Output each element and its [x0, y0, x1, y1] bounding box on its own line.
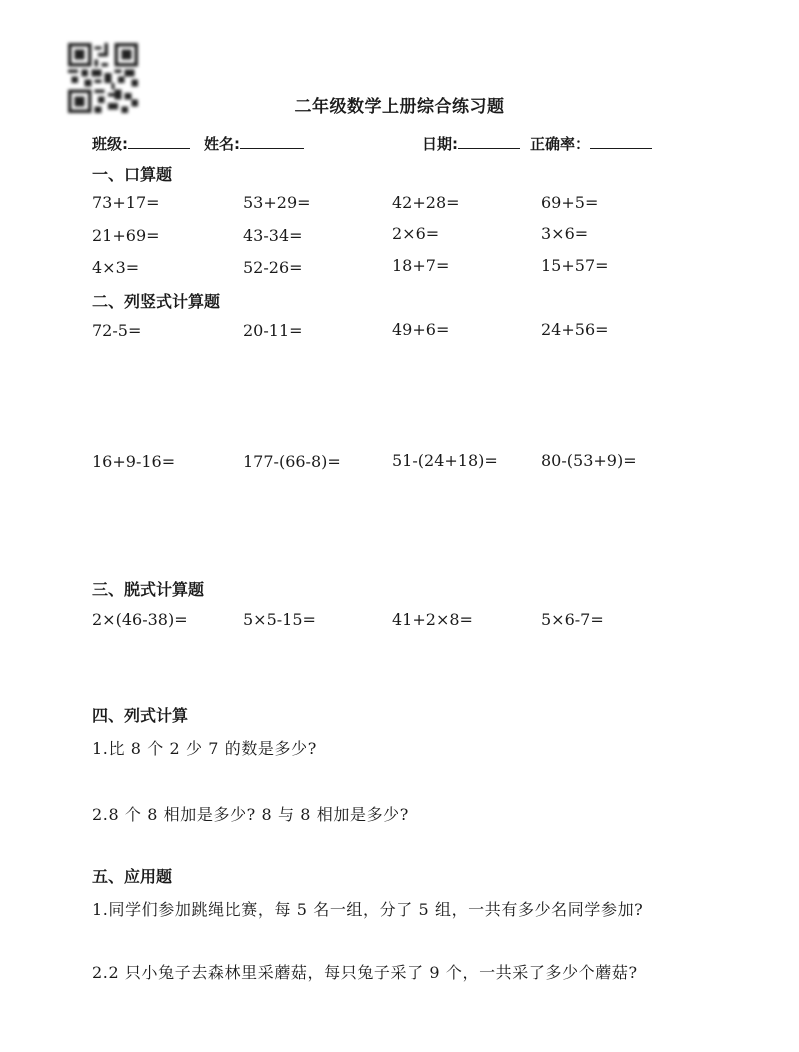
- page-title: 二年级数学上册综合练习题: [294, 97, 505, 117]
- problem: 15+57=: [541, 256, 609, 275]
- name-label: 姓名:: [204, 135, 240, 153]
- name-blank[interactable]: [240, 134, 304, 149]
- question: 2.2 只小兔子去森林里采蘑菇，每只兔子采了 9 个，一共采了多少个蘑菇?: [92, 963, 638, 982]
- problem: 4×3=: [92, 258, 140, 277]
- date-field[interactable]: [422, 133, 520, 154]
- date-blank[interactable]: [458, 134, 520, 149]
- problem: 177-(66-8)=: [243, 452, 341, 471]
- problem: 16+9-16=: [92, 452, 176, 471]
- problem: 69+5=: [541, 193, 599, 212]
- section-heading: 三、脱式计算题: [92, 580, 205, 599]
- problem: 2×6=: [392, 224, 440, 243]
- problem: 5×5-15=: [243, 610, 316, 629]
- class-blank[interactable]: [128, 134, 190, 149]
- problem: 2×(46-38)=: [92, 610, 188, 629]
- question: 1.比 8 个 2 少 7 的数是多少?: [92, 739, 317, 758]
- problem: 53+29=: [243, 193, 311, 212]
- problem: 73+17=: [92, 193, 160, 212]
- name-field[interactable]: [204, 133, 304, 154]
- question: 2.8 个 8 相加是多少? 8 与 8 相加是多少?: [92, 805, 409, 824]
- accuracy-label: 正确率：: [530, 135, 591, 153]
- problem: 51-(24+18)=: [392, 451, 498, 470]
- problem: 3×6=: [541, 224, 589, 243]
- problem: 5×6-7=: [541, 610, 604, 629]
- problem: 52-26=: [243, 258, 303, 277]
- problem: 20-11=: [243, 321, 303, 340]
- problem: 42+28=: [392, 193, 460, 212]
- section-heading: 一、口算题: [92, 165, 173, 184]
- problem: 41+2×8=: [392, 610, 473, 629]
- problem: 80-(53+9)=: [541, 451, 637, 470]
- class-label: 班级:: [92, 135, 128, 153]
- section-heading: 四、列式计算: [92, 706, 189, 725]
- problem: 18+7=: [392, 256, 450, 275]
- problem: 72-5=: [92, 321, 142, 340]
- accuracy-field[interactable]: [530, 133, 652, 154]
- section-heading: 二、列竖式计算题: [92, 292, 221, 311]
- question: 1.同学们参加跳绳比赛，每 5 名一组，分了 5 组，一共有多少名同学参加?: [92, 900, 644, 919]
- section-heading: 五、应用题: [92, 867, 173, 886]
- accuracy-blank[interactable]: [590, 134, 652, 149]
- problem: 21+69=: [92, 226, 160, 245]
- date-label: 日期:: [422, 135, 458, 153]
- problem: 43-34=: [243, 226, 303, 245]
- class-field[interactable]: [92, 133, 190, 154]
- problem: 24+56=: [541, 320, 609, 339]
- problem: 49+6=: [392, 320, 450, 339]
